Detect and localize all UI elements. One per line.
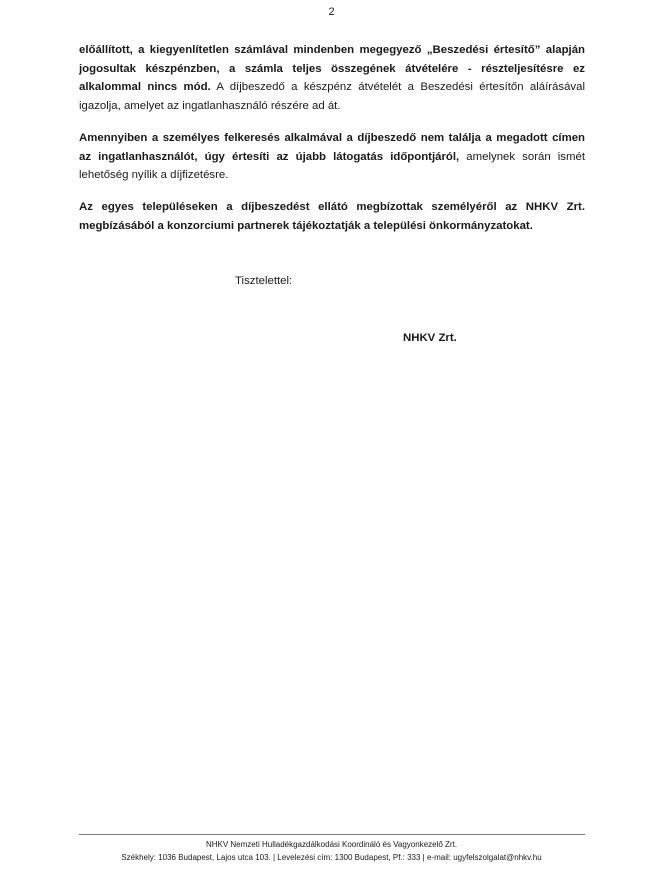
signature: NHKV Zrt.: [403, 332, 457, 344]
footer-company: NHKV Nemzeti Hulladékgazdálkodási Koordináló és Vagyonkezelő Zrt.: [205, 840, 458, 849]
footer-address: Székhely: 1036 Budapest, Lajos utca 103. | Levelezési cím: 1300 Budapest, Pf.: 333 | e-mail: ugyfelszolgalat@nhkv.hu: [121, 853, 542, 862]
paragraph-payment-bold: előállított, a kiegyenlítetlen számlával mindenben megegyező „Beszedési értesítő” alapján jogosultak készpénzben, a számla teljes összegének átvételére - részteljesítésre ez alkalommal nincs mód.: [79, 44, 585, 93]
paragraph-revisit-normal: amelynek során ismét lehetőség nyílik a díjfizetésre.: [79, 150, 585, 181]
page-number: 2: [328, 6, 335, 18]
paragraph-payment-normal: A díjbeszedő a készpénz átvételét a Beszedési értesítőn aláírásával igazolja, amelyet az ingatlanhasználó részére ad át.: [79, 81, 585, 112]
paragraph-payment: [79, 41, 585, 115]
paragraph-revisit: [79, 129, 585, 185]
paragraph-revisit-bold: Amennyiben a személyes felkeresés alkalmával a díjbeszedő nem találja a megadott címen az ingatlanhasználót, úgy értesíti az újabb látogatás időpontjáról,: [79, 132, 585, 163]
paragraph-partners: Az egyes településeken a díjbeszedést ellátó megbízottak személyéről az NHKV Zrt. megbízásából a konzorciumi partnerek tájékoztatják a települési önkormányzatokat.: [79, 201, 585, 232]
footer-divider: [79, 834, 585, 835]
greeting: Tisztelettel:: [235, 275, 293, 287]
